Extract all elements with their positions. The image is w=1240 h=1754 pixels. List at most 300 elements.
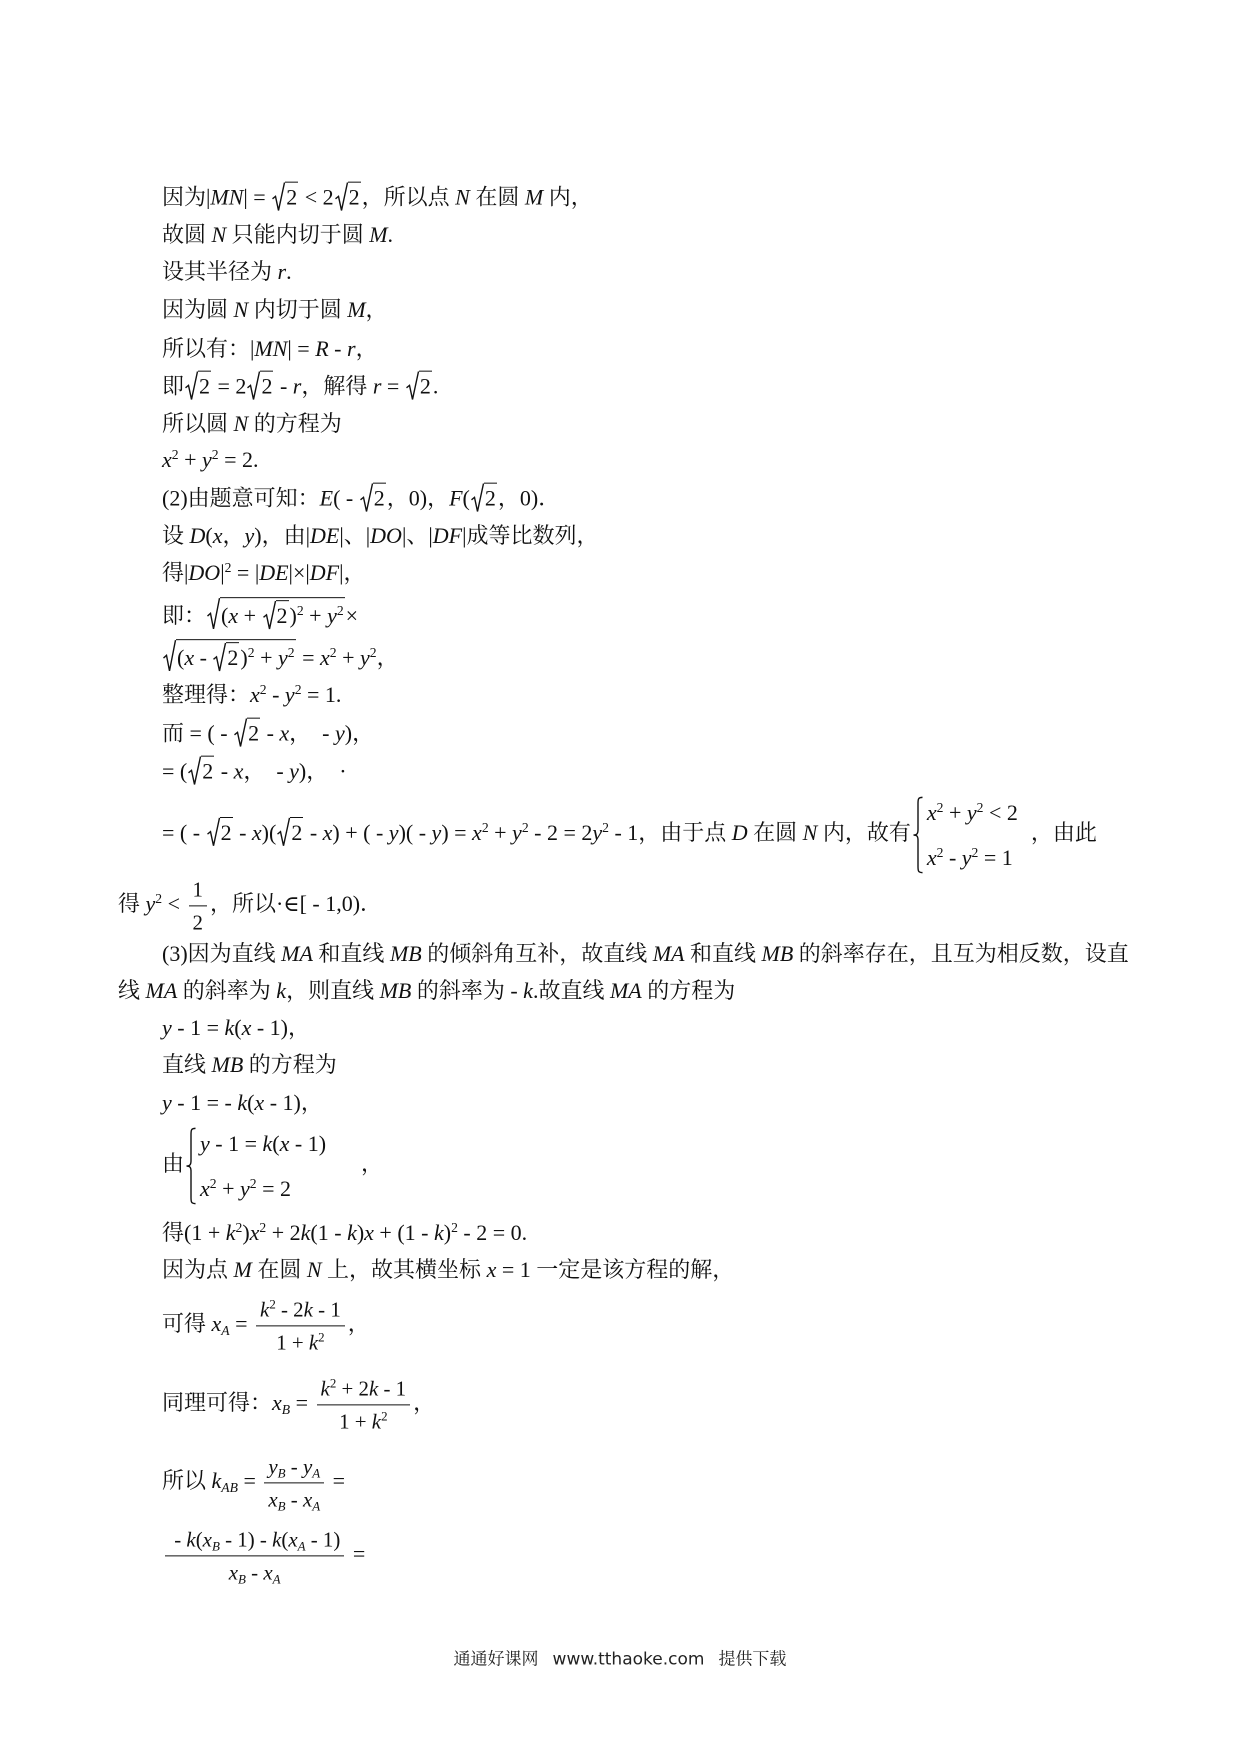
superscript: 2 bbox=[259, 1219, 267, 1235]
math-variable: MB bbox=[379, 978, 412, 1004]
text-run: (2)由题意可知： bbox=[162, 485, 320, 511]
text-run: + (1 - bbox=[373, 1220, 434, 1246]
math-variable: x bbox=[272, 1390, 282, 1416]
solution-line bbox=[162, 1013, 310, 1043]
text-run: 2 bbox=[348, 184, 360, 210]
solution-line bbox=[162, 1255, 734, 1285]
radical-sign bbox=[471, 483, 484, 512]
math-variable: DO bbox=[188, 560, 221, 586]
text-run: ，由此 bbox=[1019, 820, 1097, 846]
math-variable: y bbox=[145, 891, 156, 917]
text-run: )( - bbox=[398, 820, 432, 846]
text-run: ) bbox=[240, 645, 248, 671]
text-run: 内， bbox=[543, 184, 593, 210]
superscript: 2 bbox=[329, 1375, 337, 1391]
text-run: 的斜率存在，且互为相反数，设直 bbox=[793, 941, 1129, 967]
solution-line bbox=[162, 182, 593, 213]
text-run: - bbox=[266, 682, 285, 708]
text-run: ( bbox=[205, 523, 213, 549]
text-run: ) bbox=[356, 1220, 365, 1246]
square-root bbox=[277, 817, 303, 846]
solution-line bbox=[118, 976, 735, 1006]
math-variable: k bbox=[371, 1409, 382, 1434]
solution-line bbox=[162, 371, 438, 402]
text-run: - 1)， bbox=[251, 1015, 311, 1041]
solution-line bbox=[162, 409, 342, 439]
math-variable: MB bbox=[761, 941, 794, 967]
math-variable: D bbox=[731, 820, 748, 846]
square-root bbox=[471, 483, 497, 512]
math-variable: x bbox=[279, 720, 290, 746]
text-run: |成等比数列， bbox=[462, 523, 599, 549]
subscript: AB bbox=[221, 1480, 238, 1496]
text-run: )，由| bbox=[254, 523, 311, 549]
text-run: )， bbox=[344, 720, 375, 746]
math-variable: y bbox=[289, 758, 299, 784]
text-run: = 2 bbox=[212, 373, 247, 399]
text-run: |、| bbox=[401, 523, 433, 549]
math-variable: x bbox=[228, 1560, 239, 1585]
text-run: = 2 bbox=[256, 1175, 292, 1201]
text-run: 整理得： bbox=[162, 682, 251, 708]
radical-sign bbox=[163, 639, 176, 671]
math-variable: x bbox=[251, 820, 262, 846]
fraction-denominator bbox=[165, 1557, 344, 1586]
text-run: - bbox=[274, 373, 293, 399]
fraction-denominator bbox=[264, 1484, 324, 1513]
text-run: ， - bbox=[243, 758, 290, 784]
subscript: A bbox=[312, 1498, 321, 1514]
text-run: - bbox=[285, 1454, 303, 1479]
text-run: 而 = ( - bbox=[162, 720, 234, 746]
math-variable: x bbox=[184, 645, 195, 671]
text-run: 2 bbox=[419, 373, 431, 399]
text-run: < bbox=[162, 891, 186, 917]
text-run: ) bbox=[443, 1220, 452, 1246]
text-run: ， bbox=[328, 1151, 384, 1177]
radicand bbox=[290, 817, 303, 846]
fraction-numerator bbox=[165, 1526, 344, 1556]
square-root bbox=[185, 371, 211, 400]
fraction-numerator bbox=[264, 1453, 324, 1483]
text-run: = ( - bbox=[162, 820, 206, 846]
text-run: - 2 = 0. bbox=[457, 1220, 528, 1246]
math-variable: k bbox=[433, 1220, 444, 1246]
text-run: ，则直线 bbox=[286, 978, 380, 1004]
math-variable: DF bbox=[432, 523, 463, 549]
text-run: | = bbox=[243, 184, 272, 210]
text-run: ) = bbox=[441, 820, 473, 846]
text-run: (1 - bbox=[310, 1220, 348, 1246]
math-variable: y bbox=[162, 1090, 172, 1116]
text-run: + bbox=[254, 645, 278, 671]
math-variable: y bbox=[268, 1454, 278, 1479]
math-variable: DE bbox=[310, 523, 340, 549]
text-run: - 1 = - bbox=[171, 1090, 238, 1116]
text-run: + bbox=[336, 645, 360, 671]
math-variable: y bbox=[277, 645, 288, 671]
text-run: = bbox=[237, 1468, 262, 1494]
text-run: 所以圆 bbox=[162, 411, 234, 437]
text-run: + bbox=[178, 447, 202, 473]
text-run: ) bbox=[242, 1220, 250, 1246]
text-run: ， - bbox=[289, 720, 335, 746]
solution-line bbox=[162, 334, 378, 364]
math-variable: k bbox=[186, 1527, 196, 1552]
math-variable: N bbox=[455, 184, 470, 210]
radicand bbox=[419, 371, 432, 400]
math-variable: r bbox=[372, 373, 382, 399]
text-run: = 1. bbox=[301, 682, 342, 708]
math-variable: k bbox=[276, 978, 287, 1004]
superscript: 2 bbox=[936, 799, 944, 815]
math-variable: y bbox=[244, 523, 255, 549]
math-variable: D bbox=[189, 523, 206, 549]
radicand bbox=[198, 371, 211, 400]
radicand bbox=[285, 182, 298, 211]
text-run: - 1 = bbox=[171, 1015, 225, 1041]
brace-curve bbox=[913, 797, 923, 873]
superscript: 2 bbox=[171, 446, 179, 462]
footer-url: www.tthaoke.com bbox=[552, 1649, 705, 1670]
solution-line bbox=[162, 718, 374, 749]
text-run: + 2 bbox=[266, 1220, 301, 1246]
text-run: |、| bbox=[339, 523, 371, 549]
text-run: - bbox=[261, 720, 280, 746]
text-run: 2 bbox=[276, 603, 288, 629]
fraction-denominator bbox=[256, 1327, 345, 1356]
text-run: ( bbox=[177, 645, 185, 671]
math-variable: x bbox=[472, 820, 482, 846]
text-run: ) bbox=[289, 603, 297, 629]
math-variable: r bbox=[277, 259, 287, 285]
text-run: 在圆 bbox=[469, 184, 525, 210]
math-variable: x bbox=[250, 682, 260, 708]
text-run: 设 bbox=[162, 523, 190, 549]
text-run: = 2. bbox=[218, 447, 259, 473]
text-run: ( bbox=[195, 1527, 203, 1552]
superscript: 2 bbox=[235, 1219, 243, 1235]
text-run: 的倾斜角互补，故直线 bbox=[421, 941, 653, 967]
text-run: |×| bbox=[288, 560, 310, 586]
system-equation bbox=[200, 1175, 326, 1203]
subscript: A bbox=[312, 1465, 321, 1481]
text-run: . bbox=[387, 222, 394, 248]
radical-sign bbox=[263, 600, 276, 629]
text-run: 同理可得： bbox=[162, 1390, 273, 1416]
text-run: × bbox=[345, 603, 359, 629]
text-run: + 2 bbox=[336, 1376, 369, 1401]
math-variable: k bbox=[262, 1131, 273, 1156]
math-variable: N bbox=[211, 222, 227, 248]
text-run: = | bbox=[231, 560, 260, 586]
math-variable: k bbox=[303, 1297, 313, 1322]
superscript: 2 bbox=[381, 1408, 388, 1424]
superscript: 2 bbox=[249, 1175, 257, 1191]
math-variable: DF bbox=[309, 560, 340, 586]
square-root bbox=[207, 817, 233, 846]
radical-sign bbox=[277, 817, 290, 846]
square-root bbox=[188, 756, 214, 785]
text-run: 所以有：| bbox=[162, 336, 255, 362]
fraction bbox=[317, 1375, 411, 1434]
math-variable: MA bbox=[652, 941, 685, 967]
text-run: 所以 bbox=[162, 1468, 212, 1494]
text-run: 只能内切于圆 bbox=[226, 222, 370, 248]
superscript: 2 bbox=[269, 1296, 276, 1312]
math-variable: R bbox=[315, 336, 329, 362]
text-run: - bbox=[245, 1560, 264, 1585]
math-variable: y bbox=[431, 820, 442, 846]
math-variable: N bbox=[802, 820, 818, 846]
radicand bbox=[484, 483, 497, 512]
radical-sign bbox=[335, 182, 348, 211]
text-run: 设其半径为 bbox=[162, 259, 278, 285]
subscript: B bbox=[238, 1571, 246, 1587]
superscript: 2 bbox=[451, 1219, 458, 1235]
radicand bbox=[348, 182, 361, 211]
text-run: 线 bbox=[118, 978, 146, 1004]
superscript: 2 bbox=[211, 446, 219, 462]
text-run: 1 + bbox=[339, 1409, 372, 1434]
math-variable: x bbox=[162, 447, 172, 473]
solution-line bbox=[162, 597, 358, 631]
left-brace bbox=[186, 1128, 196, 1204]
solution-line bbox=[162, 1375, 435, 1434]
math-variable: y bbox=[302, 1454, 313, 1479]
fraction-denominator bbox=[317, 1406, 411, 1435]
text-run: 因为圆 bbox=[162, 297, 234, 323]
text-run: 2 bbox=[227, 645, 239, 671]
math-variable: M bbox=[233, 1257, 252, 1283]
superscript: 2 bbox=[224, 559, 232, 575]
text-run: = ( bbox=[162, 758, 188, 784]
radicand bbox=[247, 718, 260, 747]
text-run: 和直线 bbox=[312, 941, 390, 967]
superscript: 2 bbox=[318, 1329, 325, 1345]
text-run: ( - bbox=[333, 485, 359, 511]
text-run: - bbox=[304, 820, 323, 846]
text-run: 因为点 bbox=[162, 1257, 234, 1283]
math-variable: x bbox=[212, 523, 223, 549]
radical-sign bbox=[188, 756, 201, 785]
fraction bbox=[165, 1526, 344, 1585]
text-run: 1 bbox=[192, 877, 203, 902]
fraction-denominator bbox=[189, 907, 207, 936]
subscript: B bbox=[277, 1498, 286, 1514]
math-variable: y bbox=[388, 820, 399, 846]
math-variable: x bbox=[926, 844, 937, 870]
math-variable: DO bbox=[370, 523, 402, 549]
system-equation bbox=[927, 844, 1018, 872]
text-run: - bbox=[194, 645, 213, 671]
text-run: = bbox=[347, 1541, 366, 1567]
text-run: ( bbox=[272, 1131, 280, 1156]
text-run: ， bbox=[355, 336, 378, 362]
square-root bbox=[163, 639, 296, 671]
radical-sign bbox=[185, 371, 198, 400]
text-run: - bbox=[169, 1527, 187, 1552]
left-brace bbox=[913, 797, 923, 873]
math-variable: k bbox=[237, 1090, 248, 1116]
subscript: A bbox=[297, 1538, 306, 1554]
math-variable: y bbox=[162, 1015, 172, 1041]
text-run: + bbox=[216, 1175, 241, 1201]
text-run: )( bbox=[261, 820, 277, 846]
superscript: 2 bbox=[369, 644, 377, 660]
solution-line bbox=[162, 558, 366, 588]
text-run: ，解得 bbox=[301, 373, 373, 399]
math-variable: x bbox=[200, 1175, 210, 1201]
fraction bbox=[264, 1453, 324, 1512]
equation-system bbox=[186, 1128, 326, 1204]
math-variable: y bbox=[200, 1131, 210, 1156]
text-run: = bbox=[296, 645, 320, 671]
math-variable: MA bbox=[609, 978, 642, 1004]
superscript: 2 bbox=[971, 844, 979, 860]
math-variable: MB bbox=[211, 1052, 244, 1078]
fraction bbox=[256, 1296, 345, 1355]
square-root bbox=[263, 600, 289, 629]
solution-line bbox=[162, 797, 1097, 873]
text-run: | = bbox=[287, 336, 316, 362]
equation-system bbox=[913, 797, 1018, 873]
footer-site-name: 通通好课网 bbox=[453, 1649, 539, 1670]
text-run: 内，故有 bbox=[817, 820, 911, 846]
square-root bbox=[234, 718, 260, 747]
solution-line bbox=[162, 220, 393, 250]
superscript: 2 bbox=[155, 890, 163, 906]
math-variable: MN bbox=[210, 184, 244, 210]
text-run: 2 bbox=[286, 184, 298, 210]
math-variable: x bbox=[263, 1560, 273, 1585]
math-variable: x bbox=[319, 645, 330, 671]
math-variable: y bbox=[966, 800, 977, 825]
math-variable: k bbox=[308, 1330, 319, 1355]
fraction bbox=[189, 876, 207, 935]
math-variable: k bbox=[523, 978, 533, 1004]
text-run: - 1)， bbox=[264, 1090, 323, 1116]
text-run: = bbox=[327, 1468, 346, 1494]
radicand bbox=[260, 371, 273, 400]
radicand bbox=[176, 639, 296, 671]
math-variable: x bbox=[364, 1220, 374, 1246]
math-variable: M bbox=[347, 297, 366, 323]
solution-line bbox=[162, 1453, 345, 1512]
superscript: 2 bbox=[259, 681, 267, 697]
solution-line bbox=[162, 1218, 527, 1248]
superscript: 2 bbox=[247, 644, 255, 660]
solution-line bbox=[162, 445, 259, 475]
text-run: 在圆 bbox=[747, 820, 803, 846]
text-run: ， bbox=[376, 645, 399, 671]
math-variable: k bbox=[225, 1220, 236, 1246]
square-root bbox=[406, 371, 432, 400]
math-variable: x bbox=[288, 1527, 298, 1552]
math-variable: F bbox=[449, 485, 463, 511]
math-variable: k bbox=[347, 1220, 357, 1246]
math-variable: x bbox=[486, 1257, 497, 1283]
text-run: 得| bbox=[162, 560, 189, 586]
math-variable: k bbox=[368, 1376, 379, 1401]
text-run: 得(1 + bbox=[162, 1220, 226, 1246]
solution-line bbox=[162, 680, 341, 710]
square-root bbox=[207, 597, 345, 629]
math-variable: y bbox=[359, 645, 370, 671]
text-run: - 1 bbox=[312, 1297, 341, 1322]
superscript: 2 bbox=[602, 819, 609, 835]
solution-line bbox=[162, 295, 388, 325]
text-run: 故圆 bbox=[162, 222, 212, 248]
text-run: - 1，由于点 bbox=[608, 820, 732, 846]
text-run: = bbox=[381, 373, 405, 399]
math-variable: x bbox=[302, 1487, 313, 1512]
text-run: ， bbox=[222, 523, 245, 549]
subscript: A bbox=[221, 1323, 230, 1339]
page-footer bbox=[0, 1645, 1240, 1670]
text-run: |， bbox=[339, 560, 366, 586]
text-run: - 1) bbox=[305, 1527, 341, 1552]
text-run: + bbox=[303, 603, 328, 629]
system-rows bbox=[923, 797, 1018, 873]
solution-line bbox=[162, 257, 292, 287]
text-run: - 1 = bbox=[209, 1131, 263, 1156]
solution-line bbox=[162, 1088, 323, 1118]
solution-line bbox=[162, 1050, 337, 1080]
math-variable: MA bbox=[145, 978, 178, 1004]
solution-line bbox=[162, 756, 347, 787]
superscript: 2 bbox=[481, 819, 489, 835]
text-run: 即： bbox=[162, 603, 207, 629]
text-run: 2 bbox=[199, 373, 211, 399]
superscript: 2 bbox=[296, 602, 304, 618]
text-run: 内切于圆 bbox=[248, 297, 348, 323]
text-run: 上，故其横坐标 bbox=[321, 1257, 487, 1283]
math-variable: r bbox=[347, 336, 356, 362]
math-variable: y bbox=[334, 720, 345, 746]
radicand bbox=[201, 756, 214, 785]
math-variable: x bbox=[249, 1220, 260, 1246]
square-root bbox=[335, 182, 361, 211]
fraction-numerator bbox=[256, 1296, 345, 1326]
text-run: ，0)． bbox=[497, 485, 561, 511]
radical-sign bbox=[406, 371, 419, 400]
text-run: 得 bbox=[118, 891, 146, 917]
radicand bbox=[226, 642, 239, 671]
radical-sign bbox=[213, 642, 226, 671]
text-run: . bbox=[286, 259, 292, 285]
math-variable: x bbox=[211, 1311, 222, 1337]
text-run: ( bbox=[234, 1015, 242, 1041]
solution-line bbox=[162, 521, 598, 551]
text-run: - 2 = 2 bbox=[528, 820, 593, 846]
math-variable: y bbox=[202, 447, 212, 473]
text-run: + bbox=[238, 603, 262, 629]
superscript: 2 bbox=[976, 799, 984, 815]
math-variable: M bbox=[369, 222, 388, 248]
fraction-numerator bbox=[189, 876, 207, 906]
text-run: 在圆 bbox=[251, 1257, 307, 1283]
text-run: 2 bbox=[202, 758, 214, 784]
text-run: ， bbox=[347, 1311, 370, 1337]
text-run: 1 + bbox=[276, 1330, 309, 1355]
text-run: = bbox=[290, 1390, 314, 1416]
radicand bbox=[220, 817, 233, 846]
superscript: 2 bbox=[936, 844, 944, 860]
solution-line bbox=[162, 1526, 365, 1585]
text-run: 2 bbox=[248, 720, 260, 746]
text-run: < 2 bbox=[983, 800, 1018, 825]
